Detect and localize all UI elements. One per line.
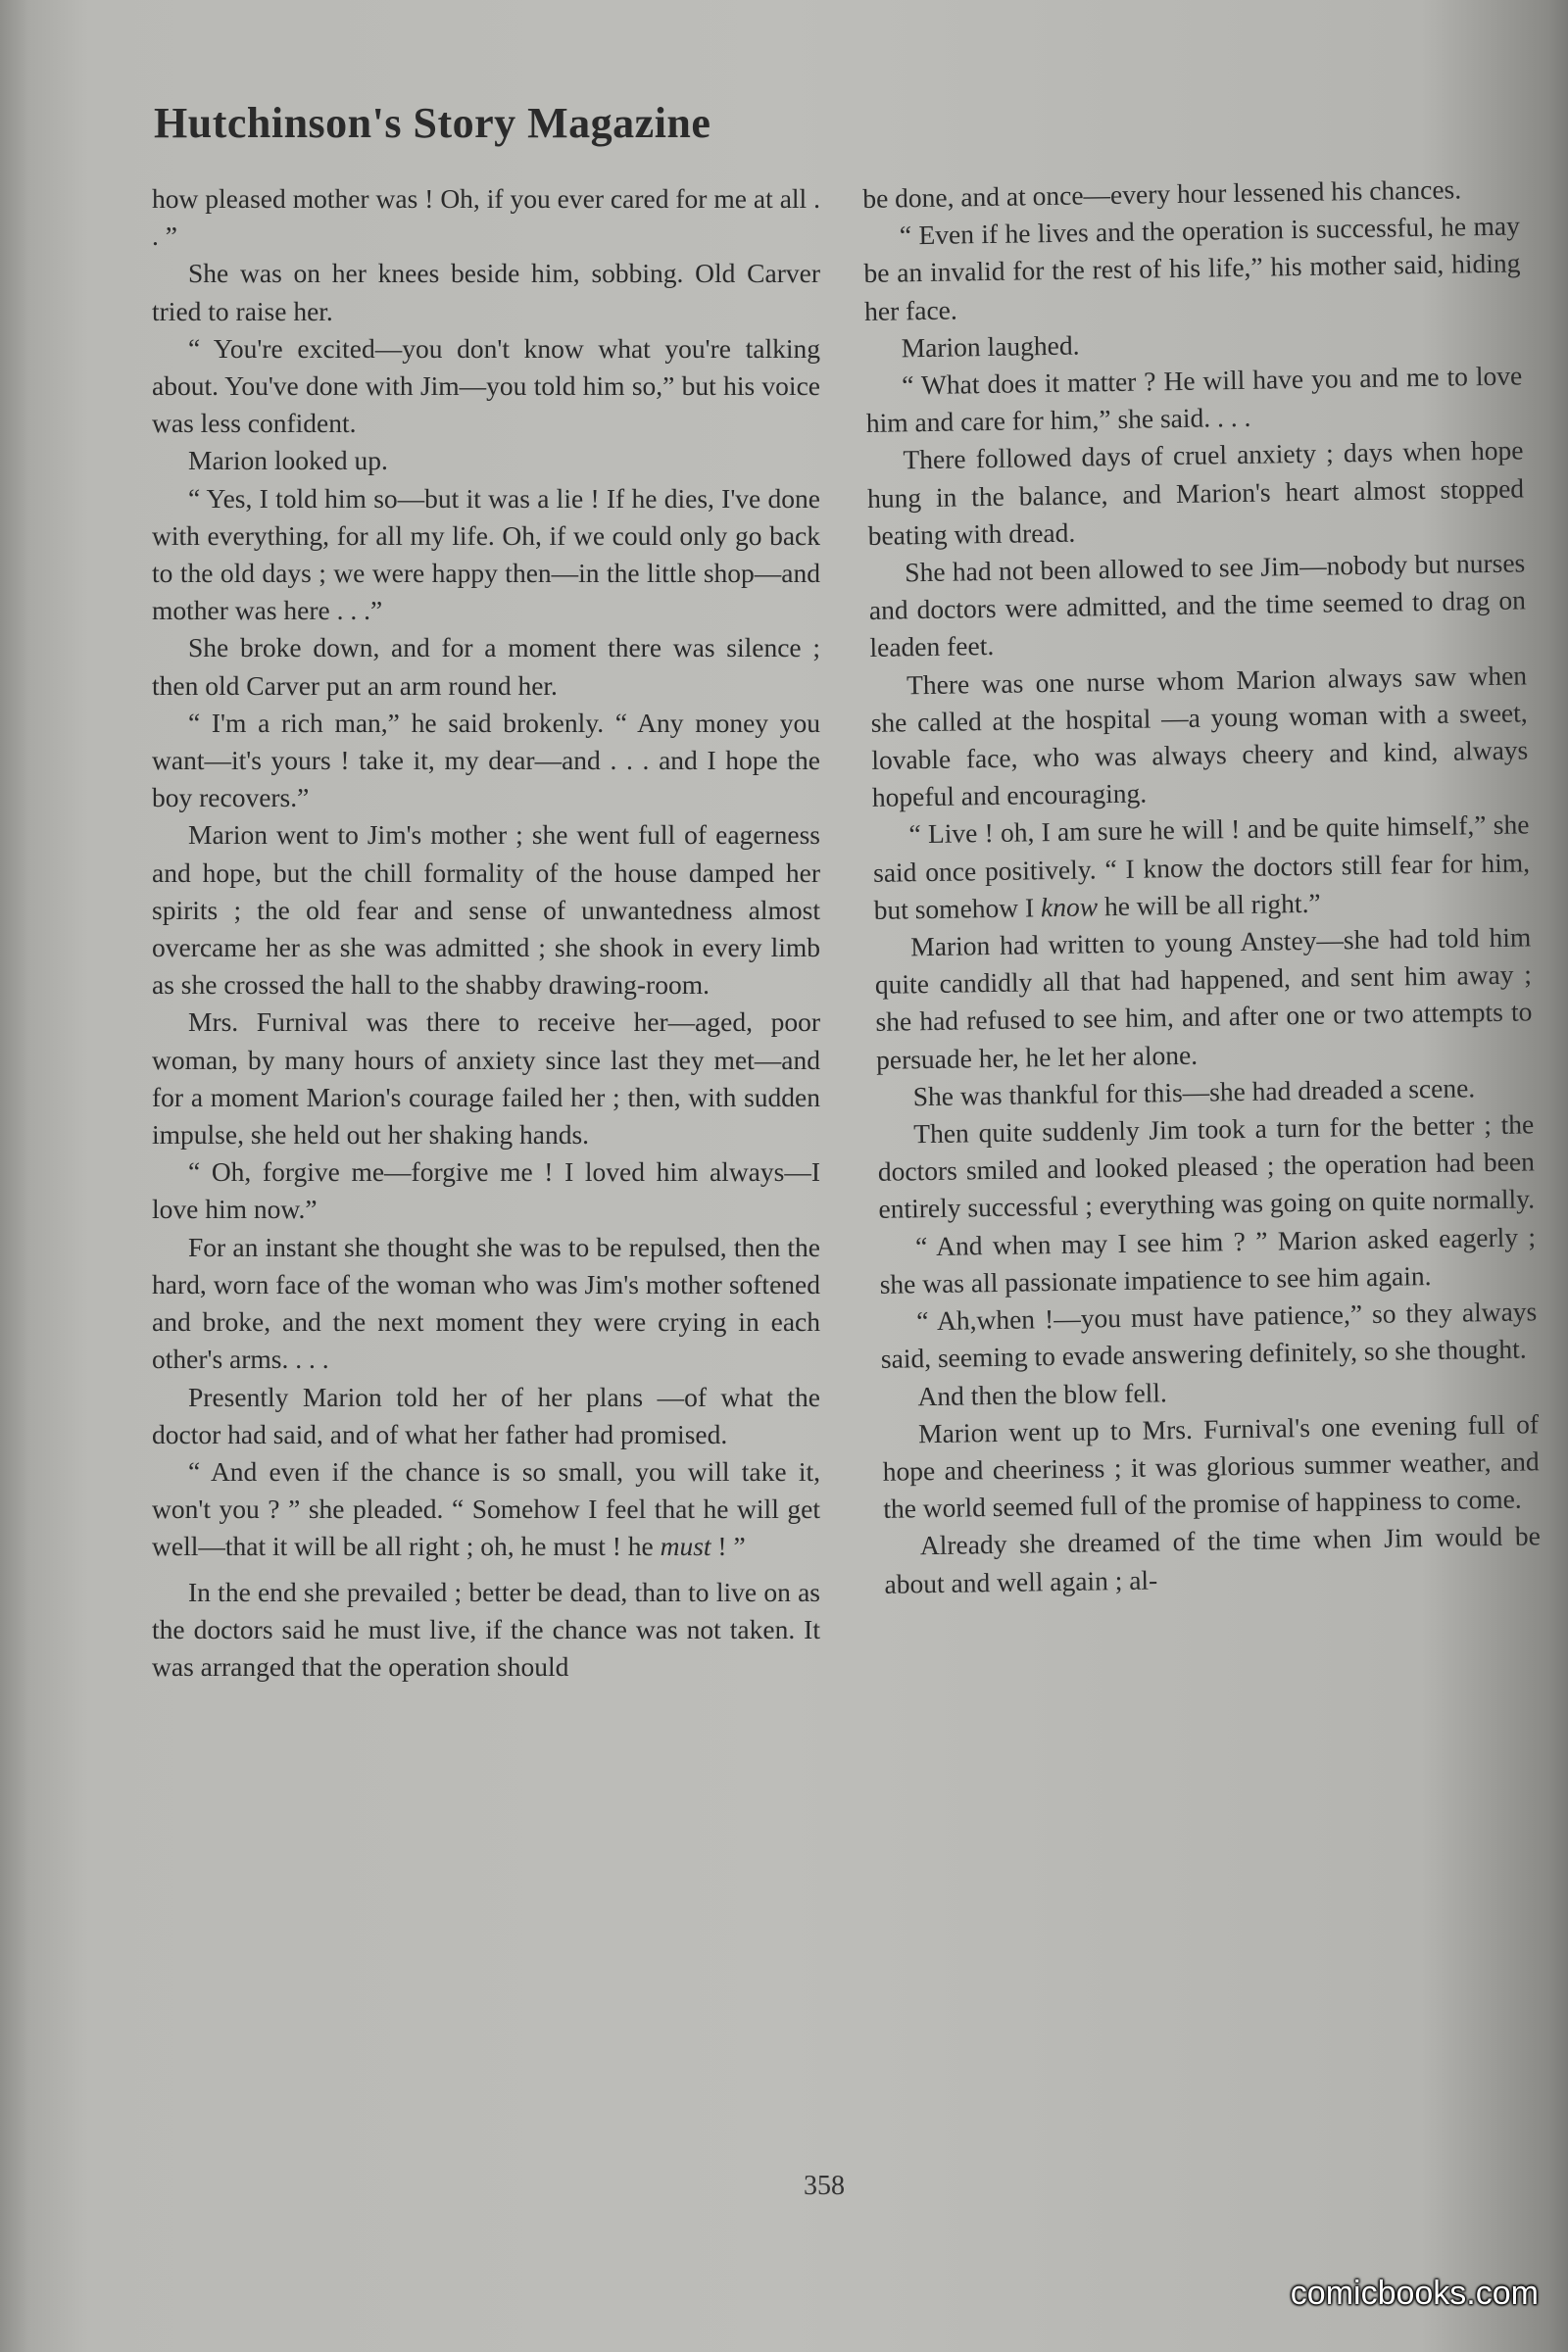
- paragraph: “ I'm a rich man,” he said brokenly. “ Any money you want—it's yours ! take it, my dear—and . . . and I hope the boy recovers.”: [152, 707, 820, 813]
- running-head: Hutchinson's Story Magazine: [154, 99, 711, 147]
- watermark: comicbooks.com: [1290, 2275, 1539, 2312]
- paragraph: There was one nurse whom Marion always saw when she called at the hospital —a young woman with a sweet, lovable face, who was always cheery and kind, always hopeful and encouraging.: [870, 660, 1529, 813]
- paragraph: She was on her knees beside him, sobbing. Old Carver tried to raise her.: [152, 258, 820, 326]
- paragraph: Presently Marion told her of her plans —of what the doctor had said, and of what her father had promised.: [152, 1381, 820, 1449]
- paragraph: Marion went to Jim's mother ; she went full of eagerness and hope, but the chill formality of the house damped her spirits ; the old fear and sense of unwantedness almost overcame her as she was admitted ; she shook in every limb as she crossed the hall to the shabby drawing-room.: [152, 819, 820, 1001]
- paragraph: Then quite suddenly Jim took a turn for the better ; the doctors smiled and looked pleased ; the operation had been entirely successful ; everything was going on quite normally.: [877, 1108, 1536, 1225]
- right-column: [862, 170, 1542, 1602]
- paragraph: There followed days of cruel anxiety ; days when hope hung in the balance, and Marion's heart almost stopped beating with dread.: [866, 434, 1525, 551]
- paragraph: For an instant she thought she was to be repulsed, then the hard, worn face of the woman who was Jim's mother softened and broke, and the next moment they were crying in each other's arms. . . .: [152, 1231, 820, 1375]
- emphasis: know: [1040, 891, 1099, 923]
- paragraph: In the end she prevailed ; better be dead, than to live on as the doctors said he must live, if the chance was not taken. It was arranged that the operation should: [152, 1576, 820, 1682]
- paragraph: She was thankful for this—she had dreaded a scene.: [912, 1072, 1476, 1112]
- text-run: he will be all right.”: [1097, 887, 1321, 922]
- paragraph: Marion looked up.: [188, 445, 388, 476]
- emphasis: must: [660, 1531, 711, 1562]
- paragraph: “ You're excited—you don't know what you're talking about. You've done with Jim—you told him so,” but his voice was less confident.: [152, 332, 820, 439]
- paragraph: Already she dreamed of the time when Jim would be about and well again ; al-: [884, 1520, 1542, 1599]
- paragraph: “ Ah,when !—you must have patience,” so they always said, seeming to evade answering definitely, so she thought.: [880, 1296, 1538, 1375]
- page-number: 358: [804, 2171, 845, 2201]
- paragraph: She broke down, and for a moment there was silence ; then old Carver put an arm round her.: [152, 632, 820, 701]
- text-run: ! ”: [710, 1531, 746, 1562]
- paragraph: She had not been allowed to see Jim—nobody but nurses and doctors were admitted, and the time seemed to drag on leaden feet.: [868, 547, 1527, 663]
- paragraph: Marion laughed.: [901, 329, 1080, 364]
- paragraph: [872, 807, 1531, 929]
- paragraph: Marion went up to Mrs. Furnival's one evening full of hope and cheeriness ; it was glorious summer weather, and the world seemed full of the promise of happiness to come.: [882, 1408, 1540, 1524]
- text-run: “ Live ! oh, I am sure he will ! and be quite himself,” she said once positively. “ I know the doctors still fear for him, but somehow I: [872, 808, 1531, 925]
- paragraph: Mrs. Furnival was there to receive her—aged, poor woman, by many hours of anxiety since last they met—and for a moment Marion's courage failed her ; then, with sudden impulse, she held out her shaking hands.: [152, 1006, 820, 1151]
- paragraph: “ Oh, forgive me—forgive me ! I loved him always—I love him now.”: [152, 1156, 820, 1225]
- paragraph: “ Yes, I told him so—but it was a lie ! If he dies, I've done with everything, for all my life. Oh, if we could only go back to the old days ; we were happy then—in the little shop—and mother was here . . .”: [152, 482, 820, 626]
- paragraph: [152, 1453, 820, 1566]
- left-column: [152, 180, 820, 1686]
- paragraph: how pleased mother was ! Oh, if you ever cared for me at all . . ”: [152, 183, 820, 252]
- paragraph: be done, and at once—every hour lessened his chances.: [862, 173, 1462, 214]
- paragraph: Marion had written to young Anstey—she had told him quite candidly all that had happened, and sent him away ; she had refused to see him, and after one or two attempts to persuade her, he let her alone.: [874, 921, 1533, 1075]
- paragraph: “ And when may I see him ? ” Marion asked eagerly ; she was all passionate impatience to see him again.: [879, 1221, 1537, 1299]
- paragraph: “ Even if he lives and the operation is successful, he may be an invalid for the rest of his life,” his mother said, hiding her face.: [863, 210, 1521, 326]
- paragraph: “ What does it matter ? He will have you and me to love him and care for him,” she said. . . .: [865, 360, 1523, 439]
- paragraph: And then the blow fell.: [917, 1376, 1168, 1411]
- text-run: “ And even if the chance is so small, you will take it, won't you ? ” she pleaded. “ Somehow I feel that he will get well—that it will be all right ; oh, he must ! he: [152, 1455, 820, 1562]
